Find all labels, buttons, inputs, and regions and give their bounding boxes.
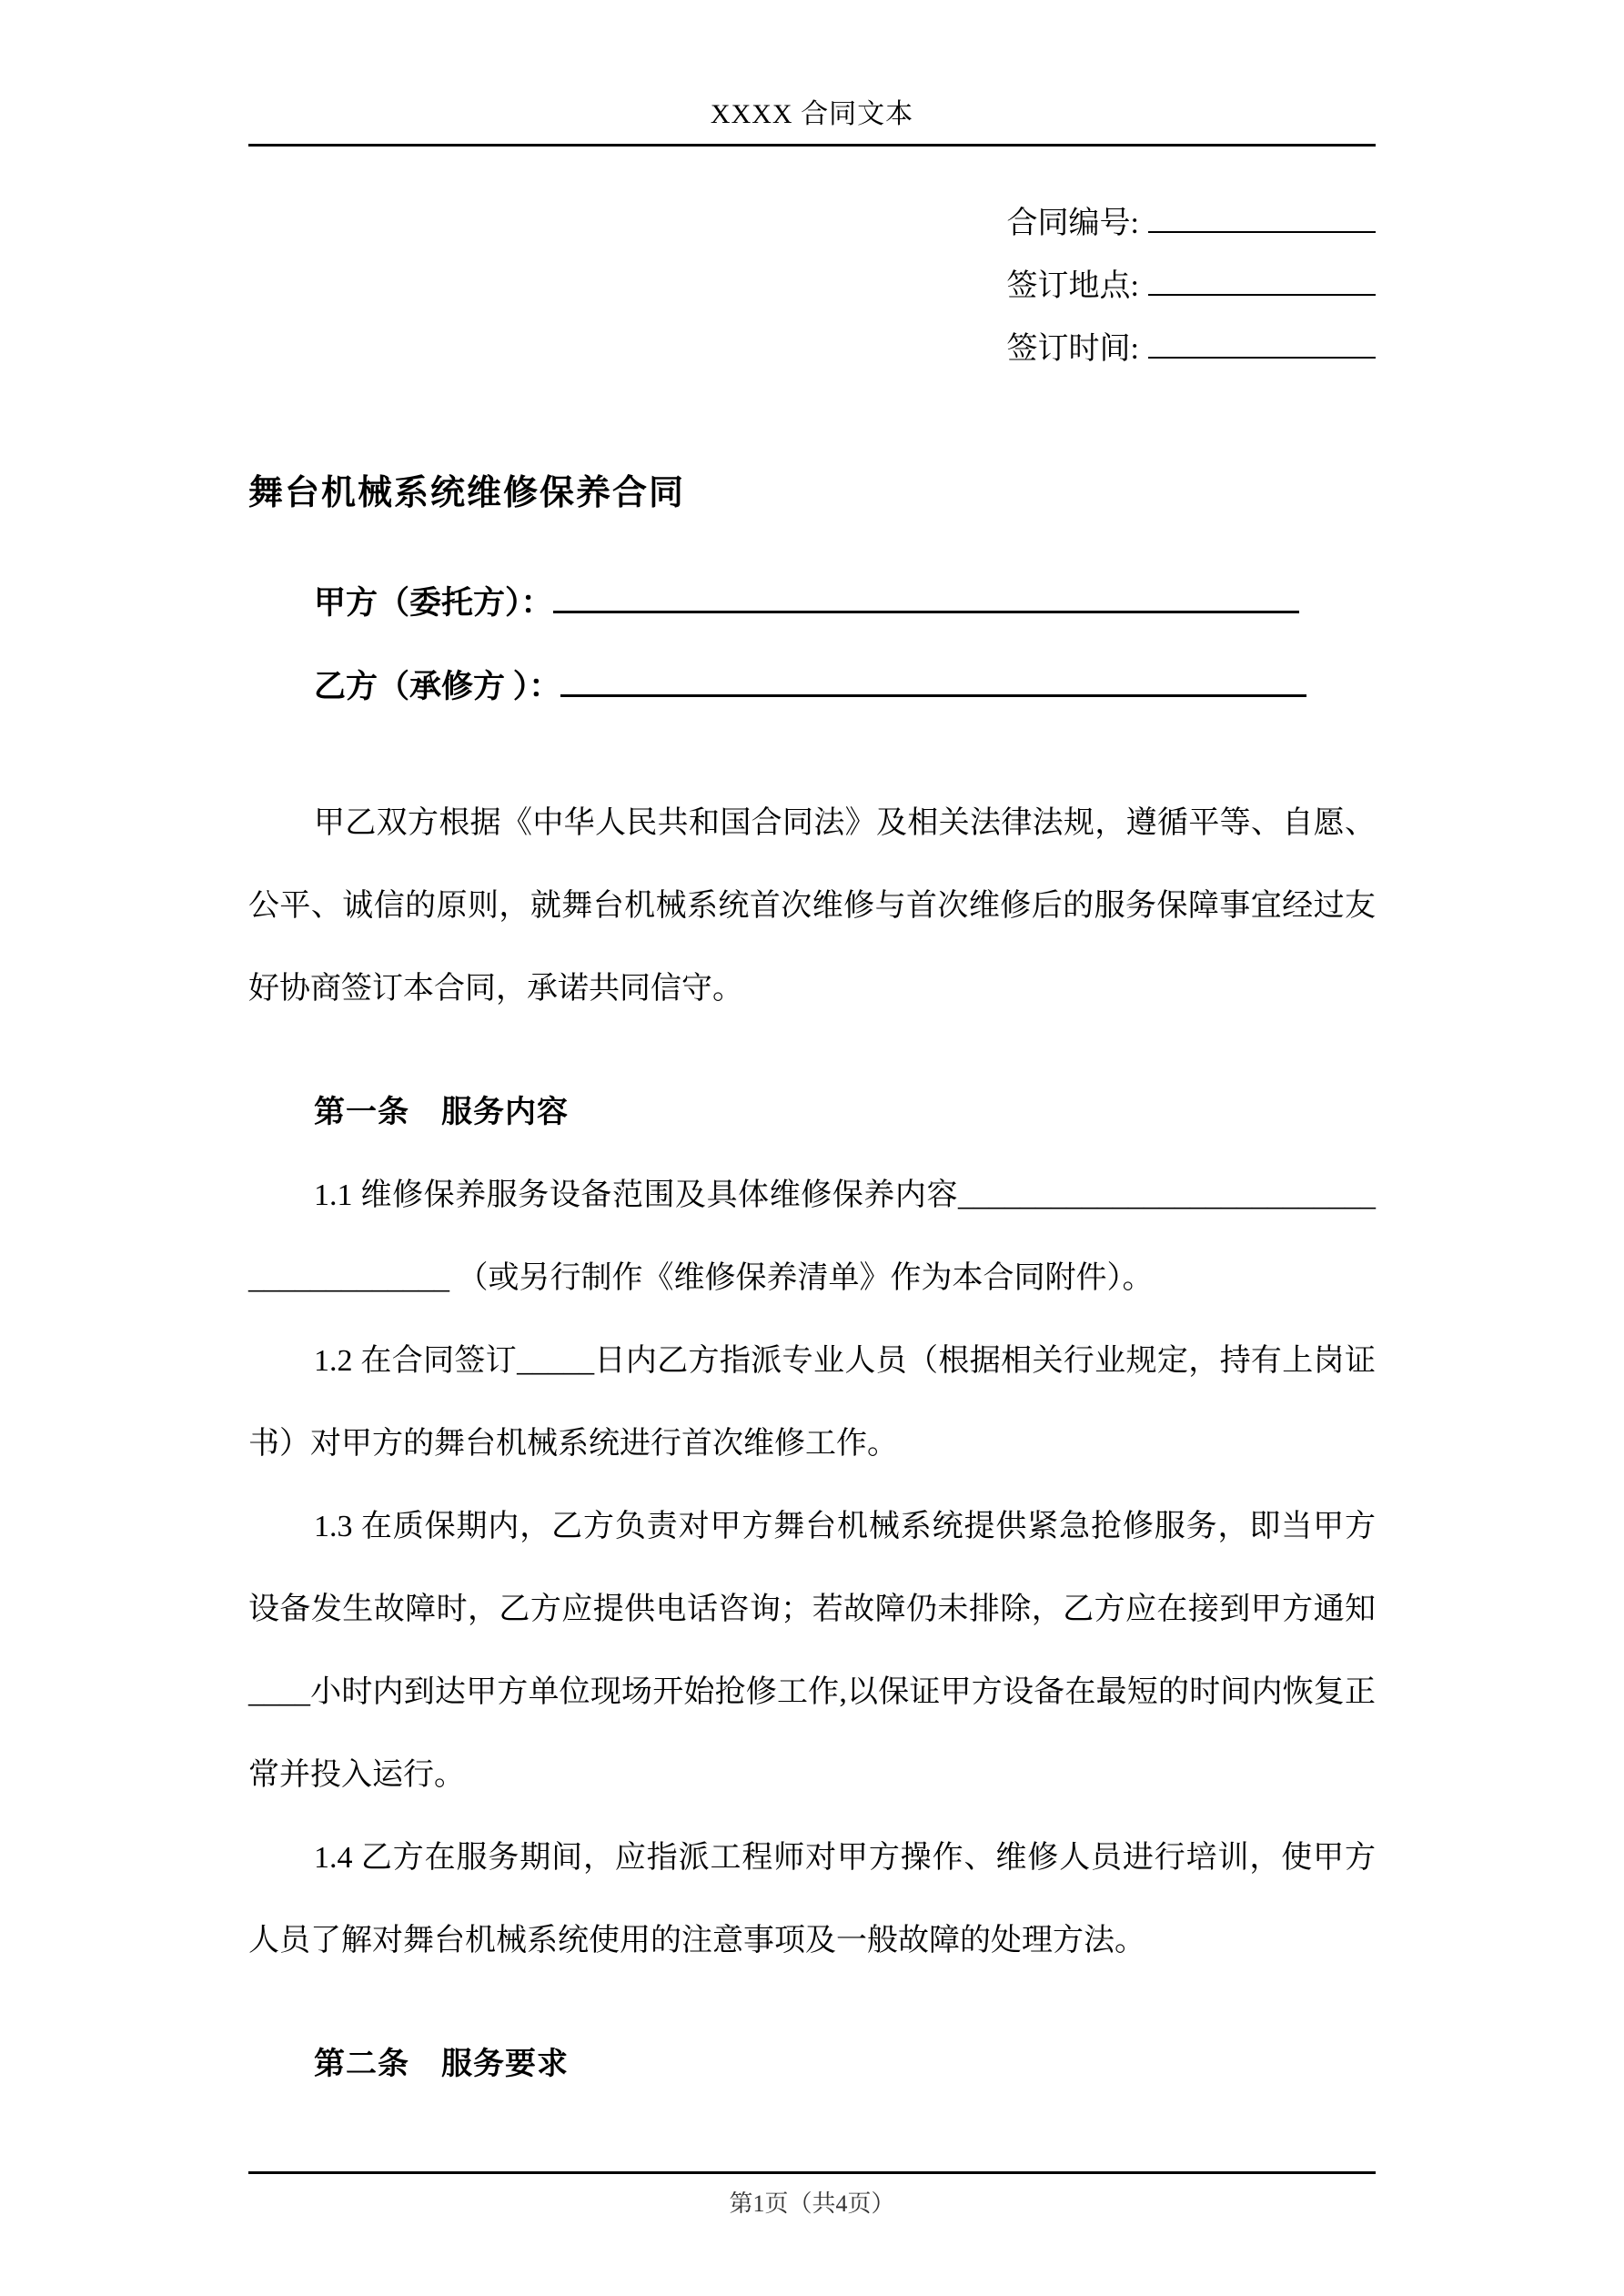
page-header [248, 91, 1376, 147]
clause-1-3: 1.3 在质保期内，乙方负责对甲方舞台机械系统提供紧急抢修服务，即当甲方设备发生故障时，乙方应提供电话咨询；若故障仍未排除，乙方应在接到甲方通知____小时内到达甲方单位现场开始抢修工作,以保证甲方设备在最短的时间内恢复正常并投入运行。 [248, 1510, 1376, 1792]
sign-time-row [248, 318, 1376, 380]
contract-no-label: 合同编号: [1006, 207, 1139, 240]
preamble-paragraph: 甲乙双方根据《中华人民共和国合同法》及相关法律法规，遵循平等、自愿、公平、诚信的原则，就舞台机械系统首次维修与首次维修后的服务保障事宜经过友好协商签订本合同，承诺共同信守。 [248, 806, 1376, 1006]
sign-place-row [248, 255, 1376, 318]
contract-title: 舞台机械系统维修保养合同 [248, 474, 686, 512]
clause-1-4: 1.4 乙方在服务期间，应指派工程师对甲方操作、维修人员进行培训，使甲方人员了解对舞台机械系统使用的注意事项及一般故障的处理方法。 [248, 1841, 1376, 1957]
contract-no-blank [1148, 231, 1376, 233]
parties-block [248, 561, 1376, 729]
party-b-label: 乙方（承修方 ）： [314, 669, 561, 704]
party-b-row [248, 645, 1376, 729]
party-a-row [248, 561, 1376, 645]
contract-meta-block [248, 192, 1376, 380]
party-b-blank [560, 694, 1306, 697]
sign-time-label: 签订时间: [1006, 332, 1139, 366]
clause-1-1: 1.1 维修保养服务设备范围及具体维修保养内容________________________________________ （或另行制作《维修保养清单》作为本合同附件）。 [248, 1178, 1376, 1295]
contract-no-row [248, 192, 1376, 255]
party-a-blank [553, 611, 1299, 613]
page-footer [248, 2171, 1376, 2219]
sign-place-label: 签订地点: [1006, 269, 1139, 303]
page-number: 第1页（共4页） [729, 2190, 895, 2217]
section-2-heading: 第二条 服务要求 [314, 2048, 569, 2081]
party-a-label: 甲方（委托方）： [314, 585, 553, 621]
clause-1-2: 1.2 在合同签订_____日内乙方指派专业人员（根据相关行业规定，持有上岗证书）对甲方的舞台机械系统进行首次维修工作。 [248, 1344, 1376, 1461]
section-1-heading: 第一条 服务内容 [314, 1096, 569, 1129]
sign-place-blank [1148, 294, 1376, 296]
header-doc-label: XXXX 合同文本 [710, 99, 914, 129]
sign-time-blank [1148, 357, 1376, 359]
